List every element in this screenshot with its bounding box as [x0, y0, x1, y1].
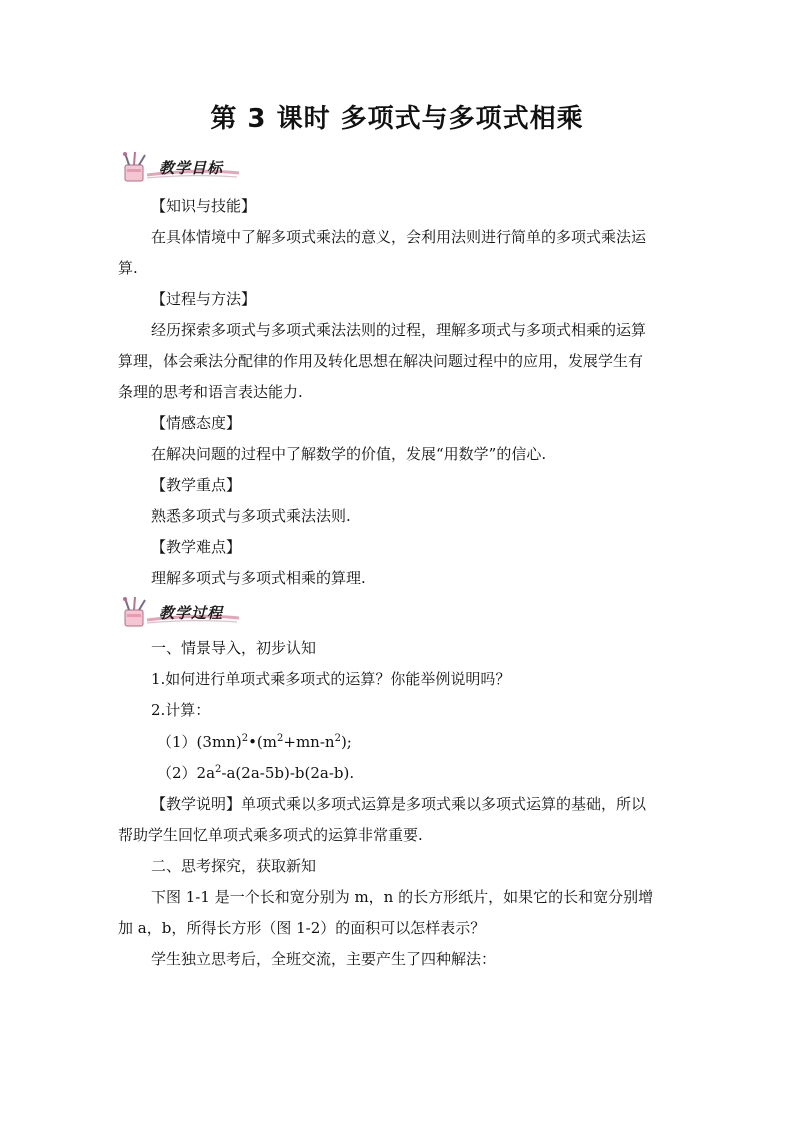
- part1-heading: 一、情景导入，初步认知: [151, 639, 317, 657]
- explore-text-3: 学生独立思考后，全班交流，主要产生了四种解法：: [151, 950, 497, 968]
- explore-text-1: 下图 1-1 是一个长和宽分别为 m，n 的长方形纸片，如果它的长和宽分别增: [151, 888, 654, 906]
- calc-item-2: $(2)2a^2-a(2a-5b)-b(2a-b)$.: [157, 764, 355, 782]
- question-2: 2.计算：: [151, 701, 211, 719]
- process-method-heading: 【过程与方法】: [151, 290, 257, 308]
- process-method-text-2: 算理，体会乘法分配律的作用及转化思想在解决问题过程中的应用，发展学生有: [118, 352, 644, 370]
- question-1: 1.如何进行单项式乘多项式的运算？你能举例说明吗？: [151, 670, 511, 688]
- section-goals-label: 教学目标: [159, 159, 224, 177]
- calc-item-1: $(1)(3mn)^2•(m^2+mn-n^2)$;: [157, 733, 352, 751]
- explore-text-2: 加 a，b，所得长方形（图 1-2）的面积可以怎样表示？: [118, 919, 486, 937]
- key-point-text: 熟悉多项式与多项式乘法法则.: [151, 507, 351, 525]
- difficulty-heading: 【教学难点】: [151, 538, 242, 556]
- section-process-label: 教学过程: [159, 604, 224, 622]
- process-method-text-1: 经历探索多项式与多项式乘法法则的过程，理解多项式与多项式相乘的运算: [151, 321, 647, 339]
- process-method-text-3: 条理的思考和语言表达能力.: [118, 383, 303, 401]
- knowledge-text-1: 在具体情境中了解多项式乘法的意义，会利用法则进行简单的多项式乘法运: [151, 228, 647, 246]
- section-banner-process: [117, 596, 241, 630]
- section-banner-goals: [117, 151, 241, 185]
- emotion-text: 在解决问题的过程中了解数学的价值，发展“用数学”的信心.: [151, 445, 547, 463]
- teaching-note-2: 帮助学生回忆单项式乘多项式的运算非常重要.: [118, 826, 423, 844]
- page-title: 第 3 课时 多项式与多项式相乘: [210, 104, 584, 134]
- knowledge-heading: 【知识与技能】: [151, 197, 257, 215]
- knowledge-text-2: 算.: [118, 259, 138, 277]
- part2-heading: 二、思考探究，获取新知: [151, 857, 317, 875]
- teaching-note-1: 【教学说明】单项式乘以多项式运算是多项式乘以多项式运算的基础，所以: [151, 795, 647, 813]
- key-point-heading: 【教学重点】: [151, 476, 242, 494]
- difficulty-text: 理解多项式与多项式相乘的算理.: [151, 569, 366, 587]
- emotion-heading: 【情感态度】: [151, 414, 242, 432]
